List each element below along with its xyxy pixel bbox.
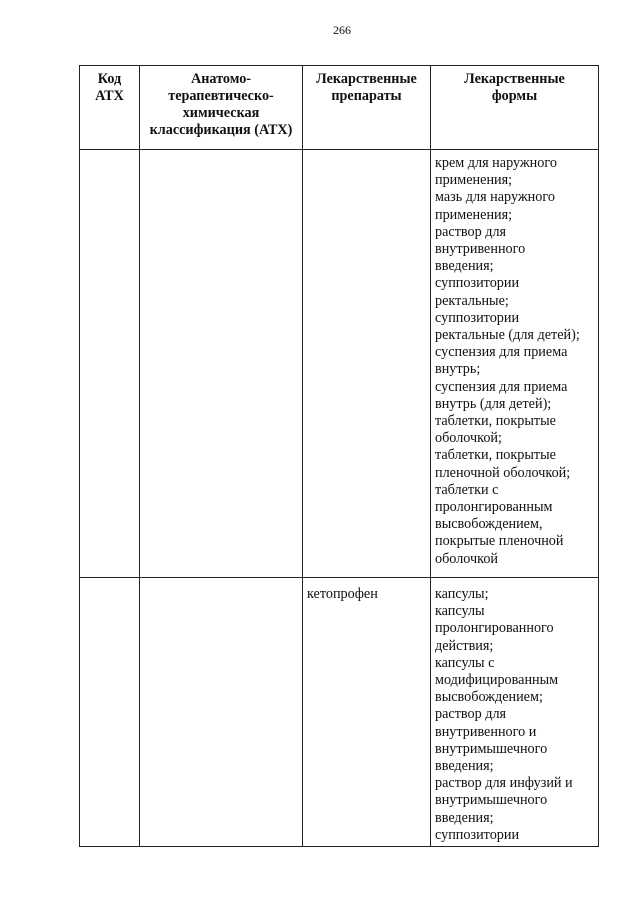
cell-atx-classification bbox=[140, 578, 303, 847]
header-drugs: Лекарственные препараты bbox=[303, 66, 431, 150]
cell-atx-classification bbox=[140, 150, 303, 578]
header-dosage-forms: Лекарственные формы bbox=[431, 66, 599, 150]
cell-dosage-forms: капсулы; капсулы пролонгированного действия; капсулы с модифицированным высвобождением; раствор для внутривенного и внутримышечного введения; раствор для инфузий и внутримышечного введения; суппозитории bbox=[431, 578, 599, 847]
header-atx-classification: Анатомо- терапевтическо- химическая классификация (АТХ) bbox=[140, 66, 303, 150]
page-number: 266 bbox=[333, 23, 351, 37]
table-row bbox=[80, 150, 599, 578]
cell-dosage-forms: крем для наружного применения; мазь для наружного применения; раствор для внутривенного введения; суппозитории ректальные; суппозитории ректальные (для детей); суспензия для приема внутрь; суспензия для приема внутрь (для детей); таблетки, покрытые оболочкой; таблетки, покрытые пленочной оболочкой; таблетки с пролонгированным высвобождением, покрытые пленочной оболочкой bbox=[431, 150, 599, 578]
atx-drug-table bbox=[79, 65, 599, 847]
header-atx-code: Код АТХ bbox=[80, 66, 140, 150]
cell-atx-code bbox=[80, 150, 140, 578]
table-header-row bbox=[80, 66, 599, 150]
cell-drug bbox=[303, 150, 431, 578]
cell-drug: кетопрофен bbox=[303, 578, 431, 847]
cell-atx-code bbox=[80, 578, 140, 847]
table-row bbox=[80, 578, 599, 847]
